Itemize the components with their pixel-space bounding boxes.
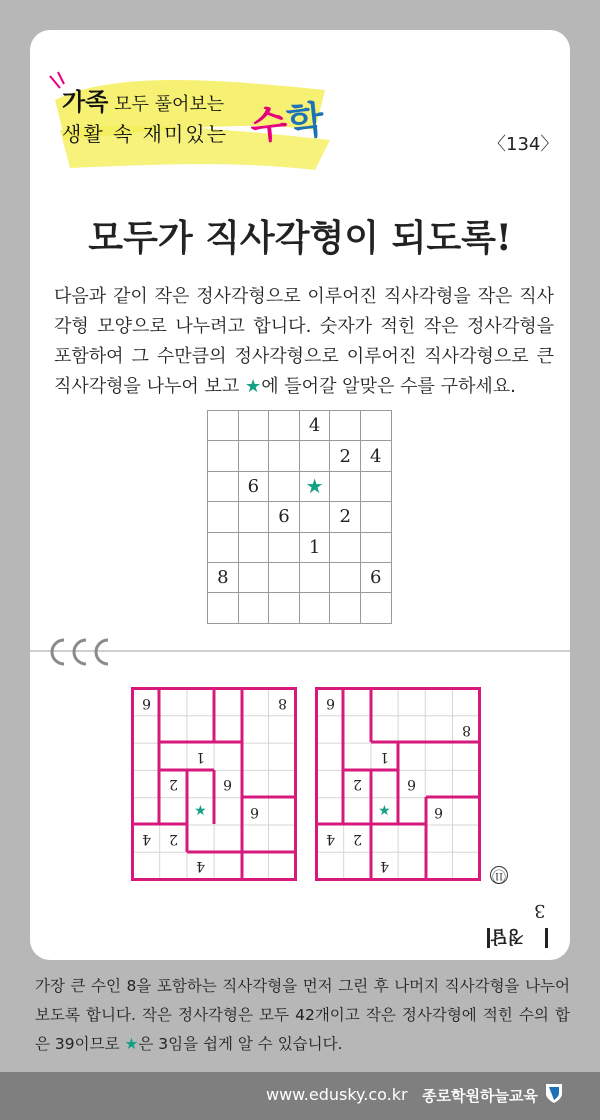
explanation-end: 은 3임을 쉽게 알 수 있습니다. [138,1035,343,1053]
footer-brand: 종로학원하늘교육 [422,1087,538,1105]
puzzle-cell [330,562,361,592]
answer-label-bar-right [545,928,548,948]
answer-grid-number: 6 [325,694,335,711]
puzzle-row [208,532,392,562]
puzzle-cell [208,532,239,562]
answer-grid-number: 6 [250,803,260,820]
answer-grid-number: 4 [379,858,389,875]
puzzle-cell [360,411,391,441]
answer-grid-number: 4 [195,858,205,875]
footer-url-link[interactable]: www.edusky.co.kr [266,1085,408,1104]
answer-grid-number: 2 [168,831,178,847]
puzzle-cell: 4 [360,441,391,471]
puzzle-cell [269,562,300,592]
puzzle-cell: 1 [299,532,330,562]
explanation-main: 가장 큰 수인 8을 포함하는 직사각형을 먼저 그린 후 나머지 직사각형을 나누어 보도록 합니다. 작은 정사각형은 모두 42개이고 작은 정사각형에 적힌 수의 합은 39이므로 [35,977,570,1053]
puzzle-cell [208,441,239,471]
puzzle-cell [360,502,391,532]
puzzle-cell [208,471,239,501]
answer-label-bar-left [487,928,490,948]
puzzle-cell [360,471,391,501]
puzzle-cell [238,562,269,592]
answer-grid-number: 8 [277,694,287,711]
series-math-su: 수 [248,101,290,149]
answer-label: 정답 [491,926,524,946]
puzzle-cell: 6 [238,471,269,501]
puzzle-cell [330,593,361,623]
puzzle-cell [208,411,239,441]
puzzle-row [208,562,392,592]
puzzle-cell: 6 [360,562,391,592]
problem-text-end: 에 들어갈 알맞은 수를 구하세요. [261,376,516,397]
answer-value: 3 [534,900,546,921]
answer-grid-1 [131,687,297,881]
puzzle-cell [299,441,330,471]
puzzle-cell [238,593,269,623]
puzzle-cell [238,532,269,562]
answer-grid-number: 4 [325,831,335,847]
puzzle-cell [269,411,300,441]
puzzle-star-cell: ★ [299,471,330,501]
puzzle-row [208,471,392,501]
shield-logo-icon [544,1082,564,1104]
answer-grid-number: 6 [407,776,417,793]
answer-grid-number: 2 [352,776,362,793]
page-mark: ⑪ [492,867,506,883]
series-math-hak: 학 [284,97,326,145]
series-title-family: 가족 [62,88,109,116]
explanation-text [35,972,570,1059]
answer-grid-number: 1 [379,749,389,766]
star-icon: ★ [194,802,207,819]
series-title-rest: 모두 풀어보는 [108,94,225,115]
problem-text [54,282,554,402]
puzzle-row [208,593,392,623]
puzzle-cell [299,502,330,532]
star-icon: ★ [378,802,391,819]
star-icon: ★ [245,376,262,397]
page-title: 모두가 직사각형이 되도록! [88,217,512,259]
puzzle-cell: 2 [330,441,361,471]
binder-rings-icon [46,636,116,668]
puzzle-cell: 2 [330,502,361,532]
answer-grid-number: 6 [223,776,233,793]
answer-grid-number: 8 [461,721,471,738]
puzzle-cell [299,562,330,592]
puzzle-row [208,411,392,441]
puzzle-row [208,441,392,471]
puzzle-row [208,502,392,532]
puzzle-cell [330,411,361,441]
puzzle-cell [269,471,300,501]
episode-number: 〈134〉 [488,134,559,155]
answer-grid-number: 6 [434,803,444,820]
answer-grid-2 [315,687,481,881]
puzzle-cell [269,441,300,471]
puzzle-cell [360,532,391,562]
puzzle-cell [238,441,269,471]
answer-section [0,685,600,885]
series-title-line2: 생활 속 재미있는 [62,122,228,146]
problem-text-main: 다음과 같이 작은 정사각형으로 이루어진 직사각형을 작은 직사각형 모양으로 나누려고 합니다. 숫자가 적힌 작은 정사각형을 포함하여 그 수만큼의 정사각형으로 이루어진 직사각형으로 큰 직사각형을 나누어 보고 [54,286,554,397]
puzzle-cell [238,411,269,441]
answer-grid-number: 2 [352,831,362,847]
series-title-math [247,88,326,150]
puzzle-cell [208,593,239,623]
puzzle-cell: 6 [269,502,300,532]
star-icon: ★ [124,1035,139,1053]
puzzle-cell [269,532,300,562]
puzzle-cell: 8 [208,562,239,592]
answer-grid-number: 6 [141,694,151,711]
puzzle-cell [360,593,391,623]
puzzle-cell [330,532,361,562]
puzzle-cell [299,593,330,623]
answer-grid-number: 2 [168,776,178,793]
puzzle-cell [269,593,300,623]
puzzle-cell [238,502,269,532]
answer-grid-number: 4 [141,831,151,847]
puzzle-cell [330,471,361,501]
series-title-line1 [62,82,224,117]
puzzle-grid [207,410,392,624]
puzzle-cell [208,502,239,532]
puzzle-cell: 4 [299,411,330,441]
answer-grid-number: 1 [195,749,205,766]
